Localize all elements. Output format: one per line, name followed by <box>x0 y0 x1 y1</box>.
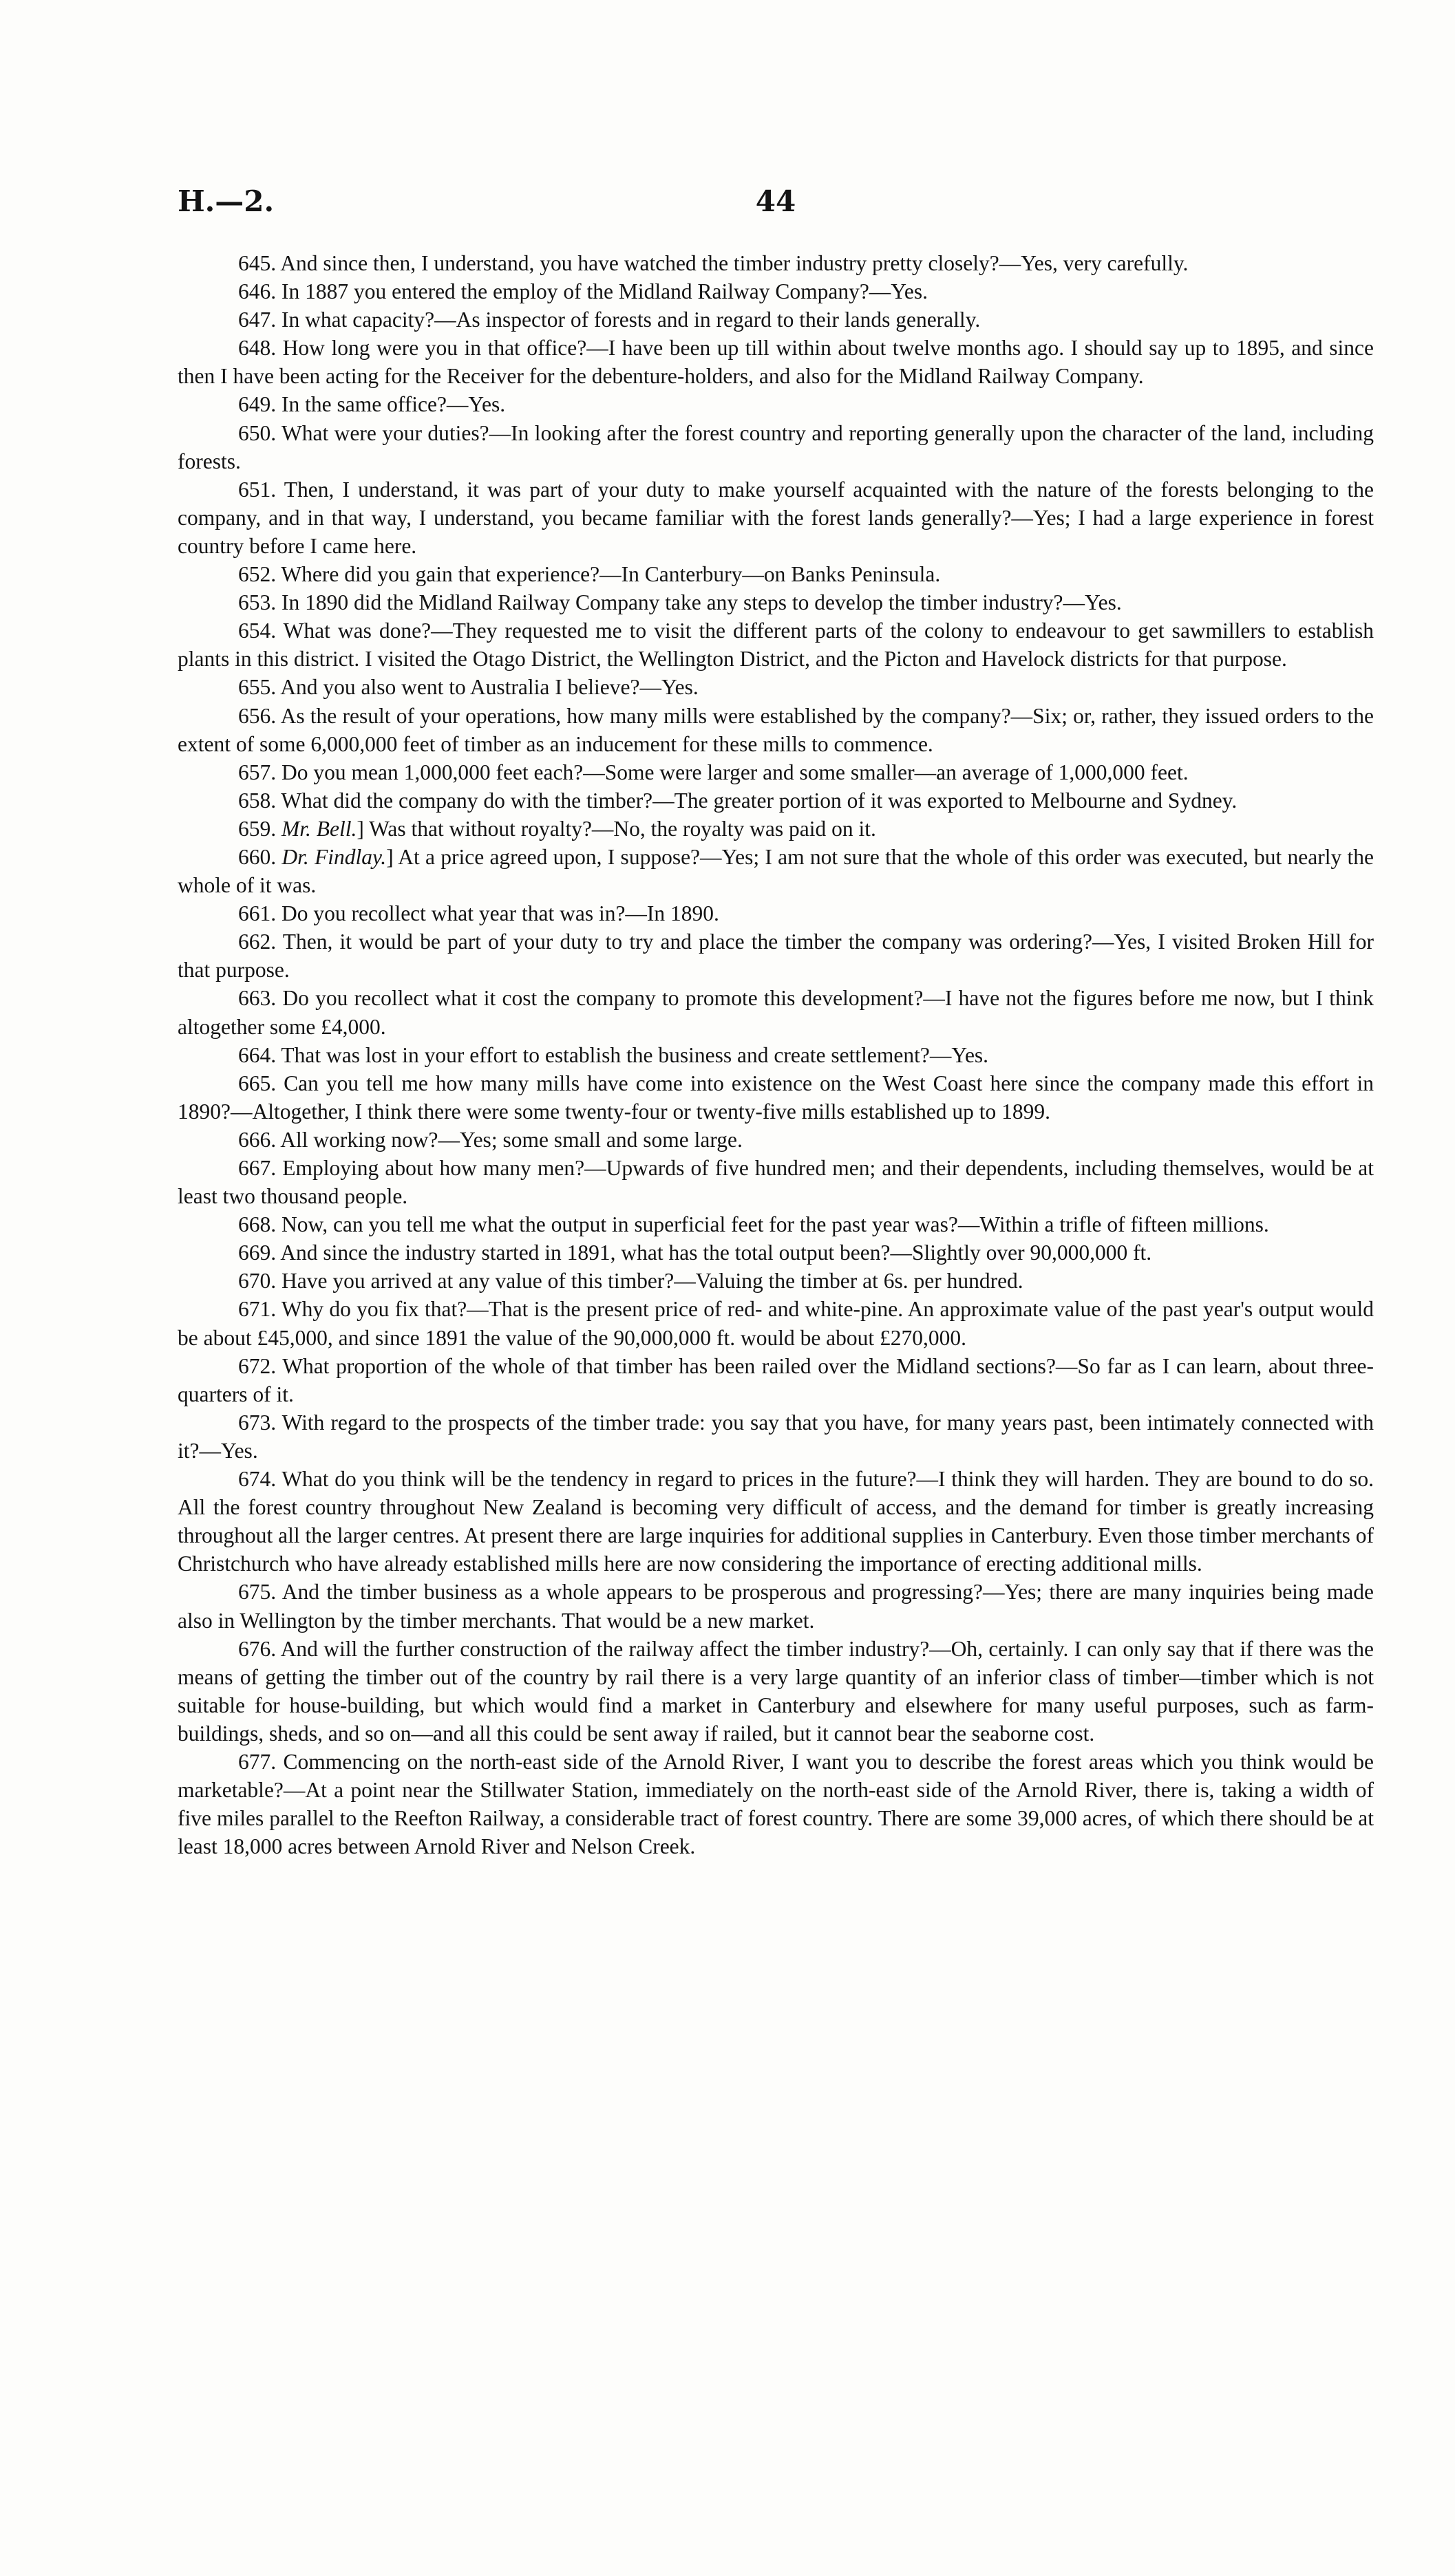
paragraph: 645. And since then, I understand, you have watched the timber industry pretty closely?—Yes, very carefully. <box>238 251 1189 275</box>
paragraph: 667. Employing about how many men?—Upwards of five hundred men; and their dependents, including themselves, would be at least two thousand people. <box>178 1156 1374 1209</box>
paragraph: 673. With regard to the prospects of the timber trade: you say that you have, for many years past, been intimately connected with it?—Yes. <box>178 1410 1374 1463</box>
paragraph: 655. And you also went to Australia I believe?—Yes. <box>238 675 699 700</box>
speaker-name: Mr. Bell. <box>282 816 357 841</box>
paragraph: 672. What proportion of the whole of that timber has been railed over the Midland sections?—So far as I can learn, about three-quarters of it. <box>178 1353 1374 1406</box>
paragraph: 663. Do you recollect what it cost the company to promote this development?—I have not the figures before me now, but I think altogether some £4,000. <box>178 986 1374 1039</box>
speaker-name: Dr. Findlay. <box>282 844 387 869</box>
paragraph: 660. Dr. Findlay.] At a price agreed upon, I suppose?—Yes; I am not sure that the whole of this order was executed, but nearly the whole of it was. <box>178 844 1374 898</box>
paragraph: 670. Have you arrived at any value of this timber?—Valuing the timber at 6s. per hundred. <box>238 1269 1023 1294</box>
paragraph: 675. And the timber business as a whole appears to be prosperous and progressing?—Yes; there are many inquiries being made also in Wellington by the timber merchants. That would be a new market. <box>178 1580 1374 1633</box>
paragraph: 677. Commencing on the north-east side of the Arnold River, I want you to describe the forest areas which you think would be marketable?—At a point near the Stillwater Station, immediately on the north-east side of the Arnold River, there is, taking a width of five miles parallel to the Reefton Railway, a considerable tract of forest country. There are some 39,000 acres, of which there should be at least 18,000 acres between Arnold River and Nelson Creek. <box>178 1749 1374 1859</box>
paragraph: 658. What did the company do with the timber?—The greater portion of it was exported to Melbourne and Sydney. <box>238 788 1238 813</box>
paragraph: 652. Where did you gain that experience?—In Canterbury—on Banks Peninsula. <box>238 562 941 587</box>
paragraph: 665. Can you tell me how many mills have come into existence on the West Coast here since the company made this effort in 1890?—Altogether, I think there were some twenty-four or twenty-five mills established up to 1899. <box>178 1071 1374 1124</box>
paragraph: 650. What were your duties?—In looking after the forest country and reporting generally upon the character of the land, including forests. <box>178 420 1374 473</box>
body-text <box>178 249 1374 1860</box>
paragraph: 669. And since the industry started in 1891, what has the total output been?—Slightly over 90,000,000 ft. <box>238 1241 1152 1265</box>
paragraph: 657. Do you mean 1,000,000 feet each?—Some were larger and some smaller—an average of 1,000,000 feet. <box>238 760 1189 784</box>
paragraph: 649. In the same office?—Yes. <box>238 392 506 417</box>
paragraph: 664. That was lost in your effort to establish the business and create settlement?—Yes. <box>238 1042 989 1067</box>
paragraph: 661. Do you recollect what year that was in?—In 1890. <box>238 901 719 926</box>
paragraph: 668. Now, can you tell me what the output in superficial feet for the past year was?—Within a trifle of fifteen millions. <box>238 1212 1269 1237</box>
paragraph: 671. Why do you fix that?—That is the present price of red- and white-pine. An approximate value of the past year's output would be about £45,000, and since 1891 the value of the 90,000,000 ft. would be about £270,000. <box>178 1297 1374 1350</box>
paragraph: 647. In what capacity?—As inspector of forests and in regard to their lands generally. <box>238 308 981 332</box>
paragraph: 653. In 1890 did the Midland Railway Company take any steps to develop the timber industry?—Yes. <box>238 590 1122 615</box>
paragraph: 651. Then, I understand, it was part of your duty to make yourself acquainted with the nature of the forests belonging to the company, and in that way, I understand, you became familiar with the forest lands generally?—Yes; I had a large experience in forest country before I came here. <box>178 477 1374 558</box>
paragraph: 674. What do you think will be the tendency in regard to prices in the future?—I think they will harden. They are bound to do so. All the forest country throughout New Zealand is becoming very difficult of access, and the demand for timber is greatly increasing throughout all the larger centres. At present there are large inquiries for additional supplies in Canterbury. Even those timber merchants of Christchurch who have already established mills here are now considering the importance of erecting additional mills. <box>178 1467 1374 1576</box>
page-header <box>178 184 1374 226</box>
paragraph: 659. Mr. Bell.] Was that without royalty?—No, the royalty was paid on it. <box>238 816 876 841</box>
paragraph: 656. As the result of your operations, how many mills were established by the company?—Six; or, rather, they issued orders to the extent of some 6,000,000 feet of timber as an inducement for these mills to commence. <box>178 703 1374 756</box>
paragraph: 654. What was done?—They requested me to visit the different parts of the colony to endeavour to get sawmillers to establish plants in this district. I visited the Otago District, the Wellington District, and the Picton and Havelock districts for that purpose. <box>178 619 1374 672</box>
page-number: 44 <box>755 184 796 218</box>
document-reference: H.—2. <box>178 184 275 218</box>
paragraph: 646. In 1887 you entered the employ of the Midland Railway Company?—Yes. <box>238 279 928 304</box>
paragraph: 648. How long were you in that office?—I have been up till within about twelve months ago. I should say up to 1895, and since then I have been acting for the Receiver for the debenture-holders, and also for the Midland Railway Company. <box>178 336 1374 389</box>
paragraph: 666. All working now?—Yes; some small and some large. <box>238 1127 743 1152</box>
paragraph: 676. And will the further construction of the railway affect the timber industry?—Oh, certainly. I can only say that if there was the means of getting the timber out of the country by rail there is a very large quantity of an inferior class of timber—timber which is not suitable for house-building, but which would find a market in Canterbury and elsewhere for many useful purposes, such as farm-buildings, sheds, and so on—and all this could be sent away if railed, but it cannot bear the seaborne cost. <box>178 1636 1374 1746</box>
paragraph: 662. Then, it would be part of your duty to try and place the timber the company was ordering?—Yes, I visited Broken Hill for that purpose. <box>178 930 1374 983</box>
